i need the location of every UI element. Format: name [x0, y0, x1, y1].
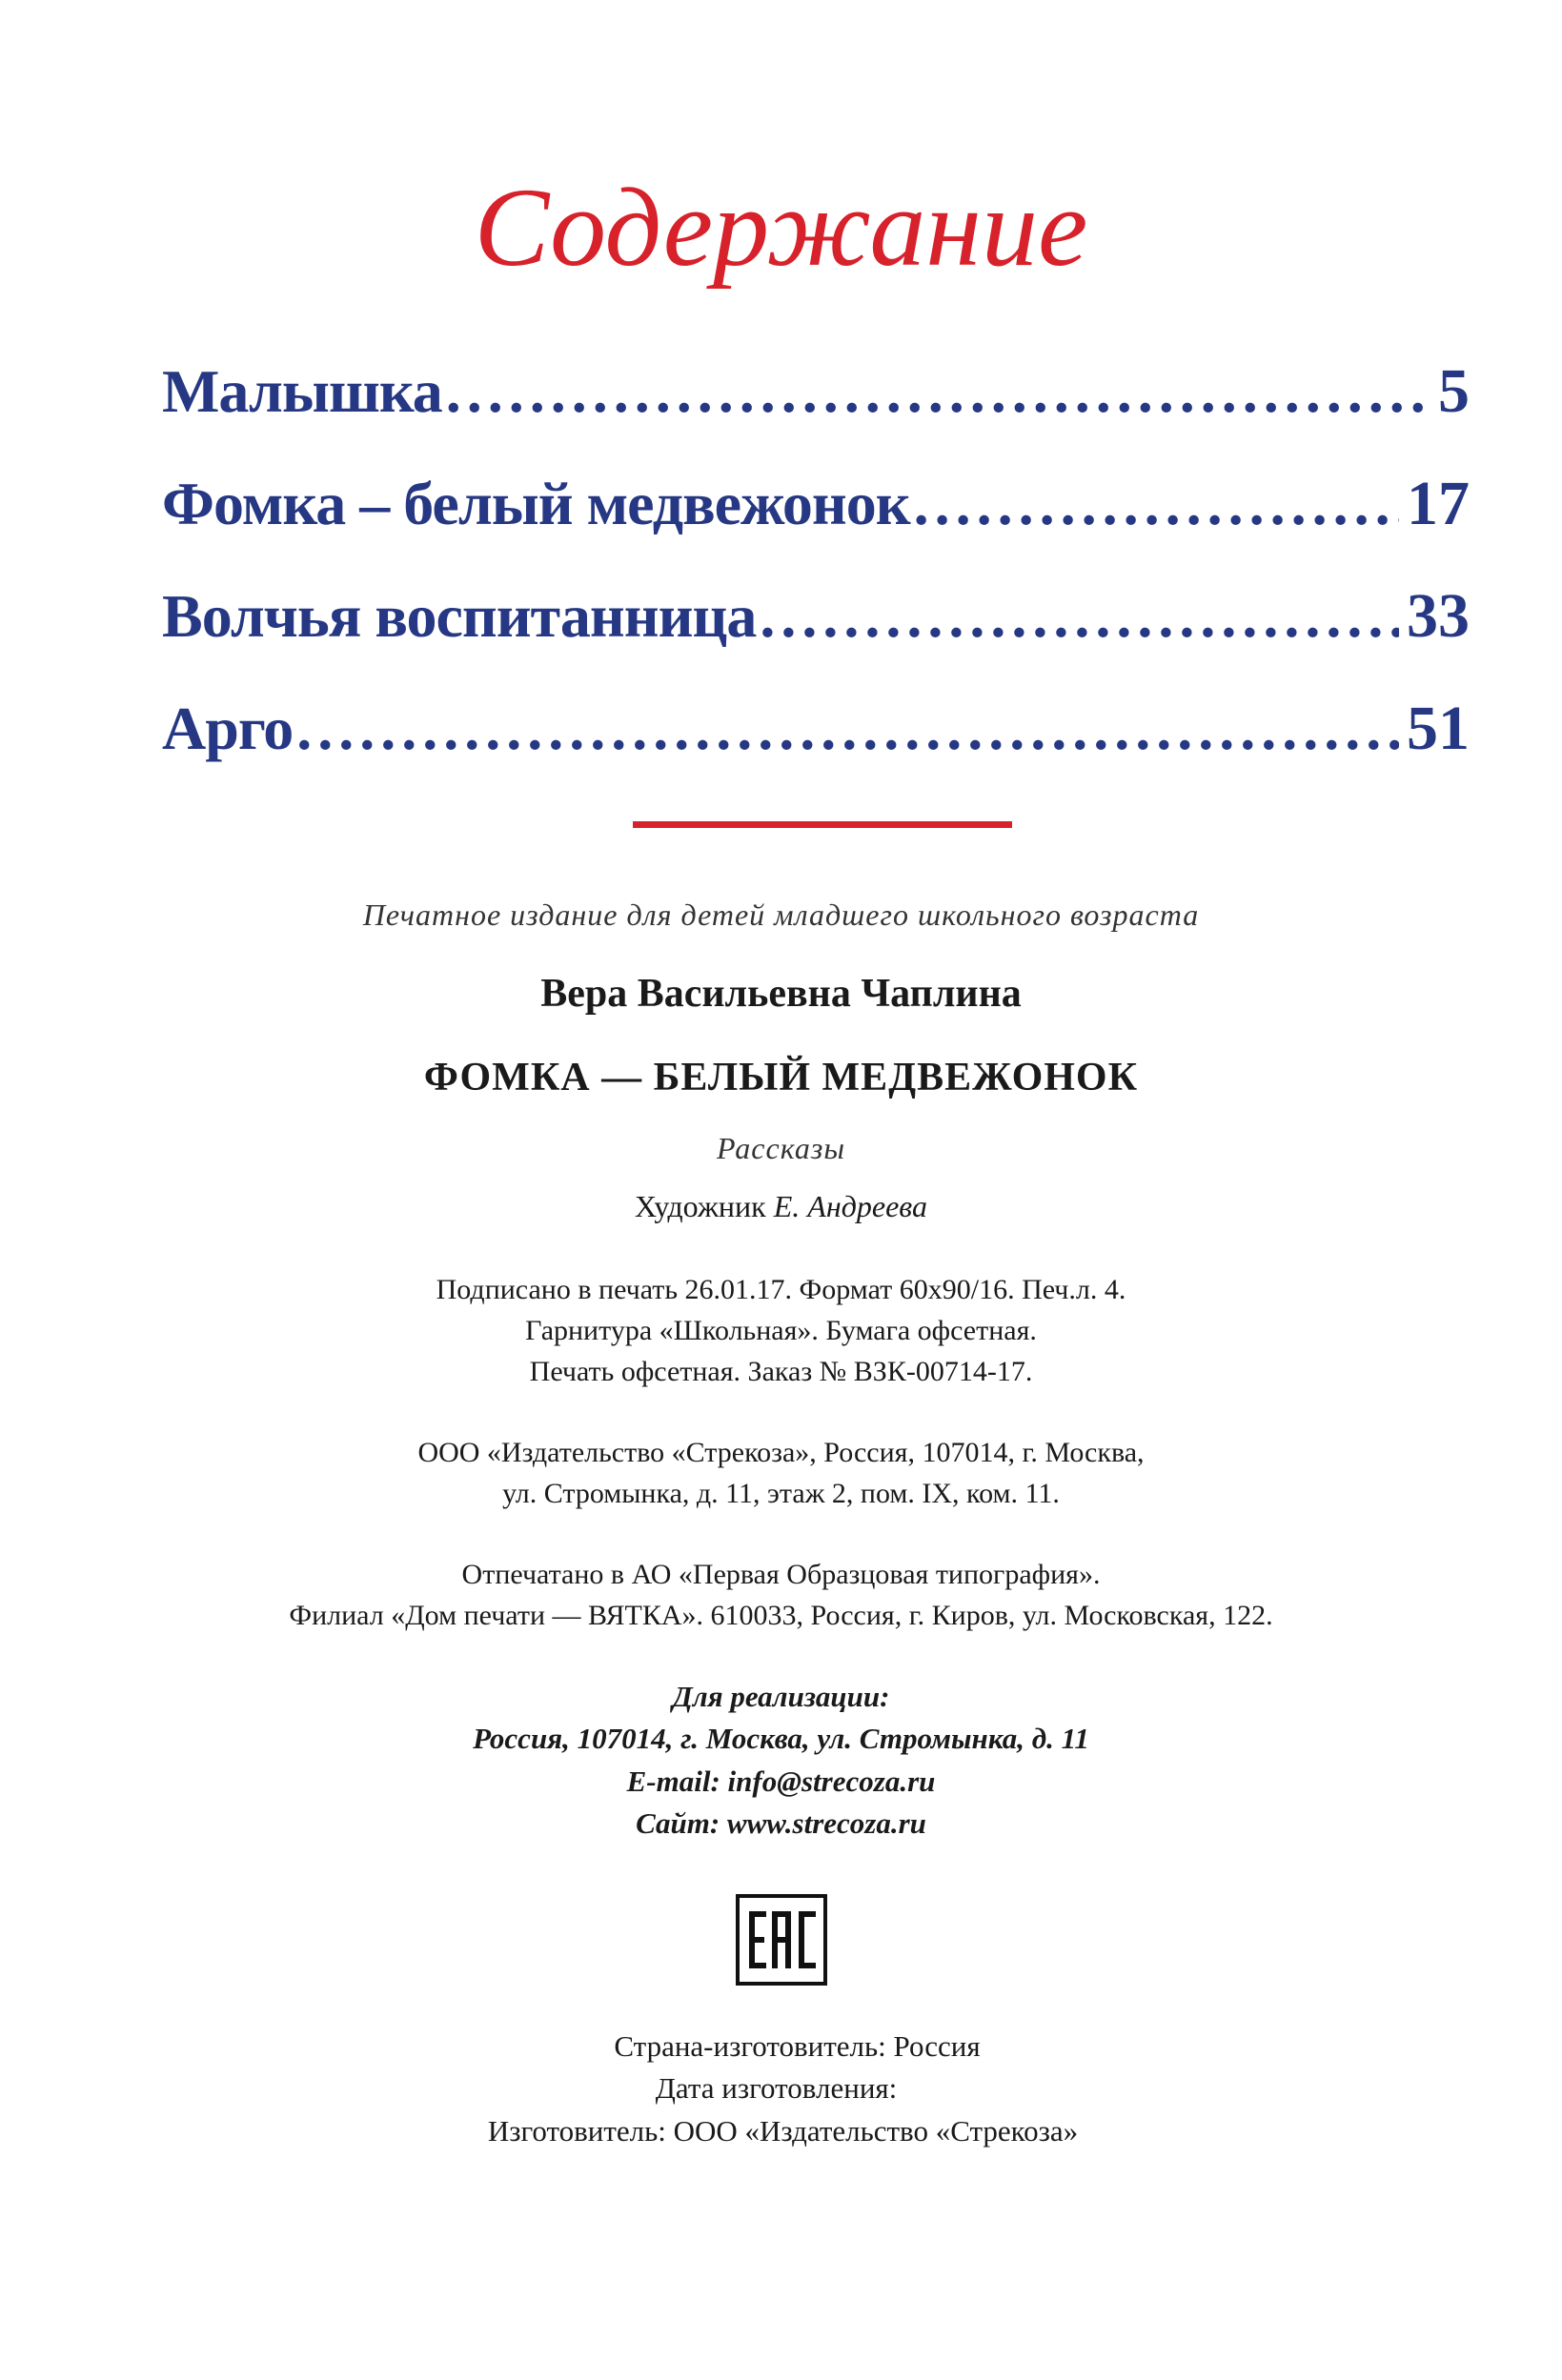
toc-entry-title: Фомка – белый медвежонок — [162, 470, 910, 537]
manufacture-date: Дата изготовления: — [655, 2071, 898, 2106]
printer-line: Филиал «Дом печати — ВЯТКА». 610033, Россия, г. Киров, ул. Московская, 122. — [289, 1599, 1273, 1631]
print-details-line: Подписано в печать 26.01.17. Формат 60х90/16. Печ.л. 4. — [436, 1273, 1126, 1305]
sales-contacts — [0, 1678, 1562, 1843]
sales-email[interactable]: E-mail: info@strecoza.ru — [626, 1764, 936, 1798]
manufacture-info — [0, 2027, 1562, 2150]
toc-entry-page: 33 — [1407, 581, 1470, 651]
print-details — [0, 1271, 1562, 1390]
toc-dot-leader — [446, 361, 1430, 422]
toc-entry-title: Арго — [162, 695, 294, 762]
toc-entry[interactable] — [162, 356, 1470, 473]
toc-entry-page: 17 — [1407, 469, 1470, 538]
imprint-block — [0, 896, 1562, 2150]
toc-entry[interactable] — [162, 581, 1470, 697]
toc-entry[interactable] — [162, 469, 1470, 585]
publisher-line: ООО «Издательство «Стрекоза», Россия, 107014, г. Москва, — [417, 1436, 1145, 1468]
toc-entry-title: Малышка — [162, 357, 442, 425]
sales-heading: Для реализации: — [672, 1679, 890, 1713]
toc-entry[interactable] — [162, 694, 1470, 810]
manufacture-country: Страна-изготовитель: Россия — [614, 2029, 981, 2064]
toc-dot-leader — [914, 474, 1399, 534]
section-divider — [633, 821, 1012, 828]
author-name: Вера Васильевна Чаплина — [540, 971, 1022, 1016]
toc-heading: Содержание — [474, 165, 1088, 290]
book-title: ФОМКА — БЕЛЫЙ МЕДВЕЖОНОК — [423, 1056, 1139, 1100]
illustrator-credit — [0, 1187, 1562, 1227]
toc-entry-page: 5 — [1438, 356, 1470, 426]
eac-certification-icon — [736, 1894, 827, 1986]
print-details-line: Печать офсетная. Заказ № ВЗК-00714-17. — [529, 1355, 1033, 1387]
illustrator-name: Е. Андреева — [773, 1189, 927, 1224]
toc-entry-page: 51 — [1407, 694, 1470, 763]
publisher-line: ул. Стромынка, д. 11, этаж 2, пом. IX, ком. 11. — [502, 1477, 1060, 1509]
sales-address: Россия, 107014, г. Москва, ул. Стромынка, д. 11 — [473, 1722, 1089, 1756]
toc-dot-leader — [296, 698, 1399, 759]
printer-info — [0, 1556, 1562, 1634]
toc-dot-leader — [760, 586, 1399, 647]
printer-line: Отпечатано в АО «Первая Образцовая типография». — [461, 1558, 1101, 1590]
publisher-address — [0, 1434, 1562, 1512]
table-of-contents — [162, 356, 1470, 810]
manufacturer: Изготовитель: ООО «Издательство «Стрекоза» — [487, 2113, 1079, 2148]
audience-note: Печатное издание для детей младшего школьного возраста — [362, 898, 1200, 932]
print-details-line: Гарнитура «Школьная». Бумага офсетная. — [525, 1314, 1037, 1346]
illustrator-label: Художник — [635, 1189, 766, 1224]
sales-website[interactable]: Сайт: www.strecoza.ru — [636, 1805, 926, 1840]
book-genre: Рассказы — [716, 1130, 846, 1165]
toc-entry-title: Волчья воспитанница — [162, 582, 757, 650]
